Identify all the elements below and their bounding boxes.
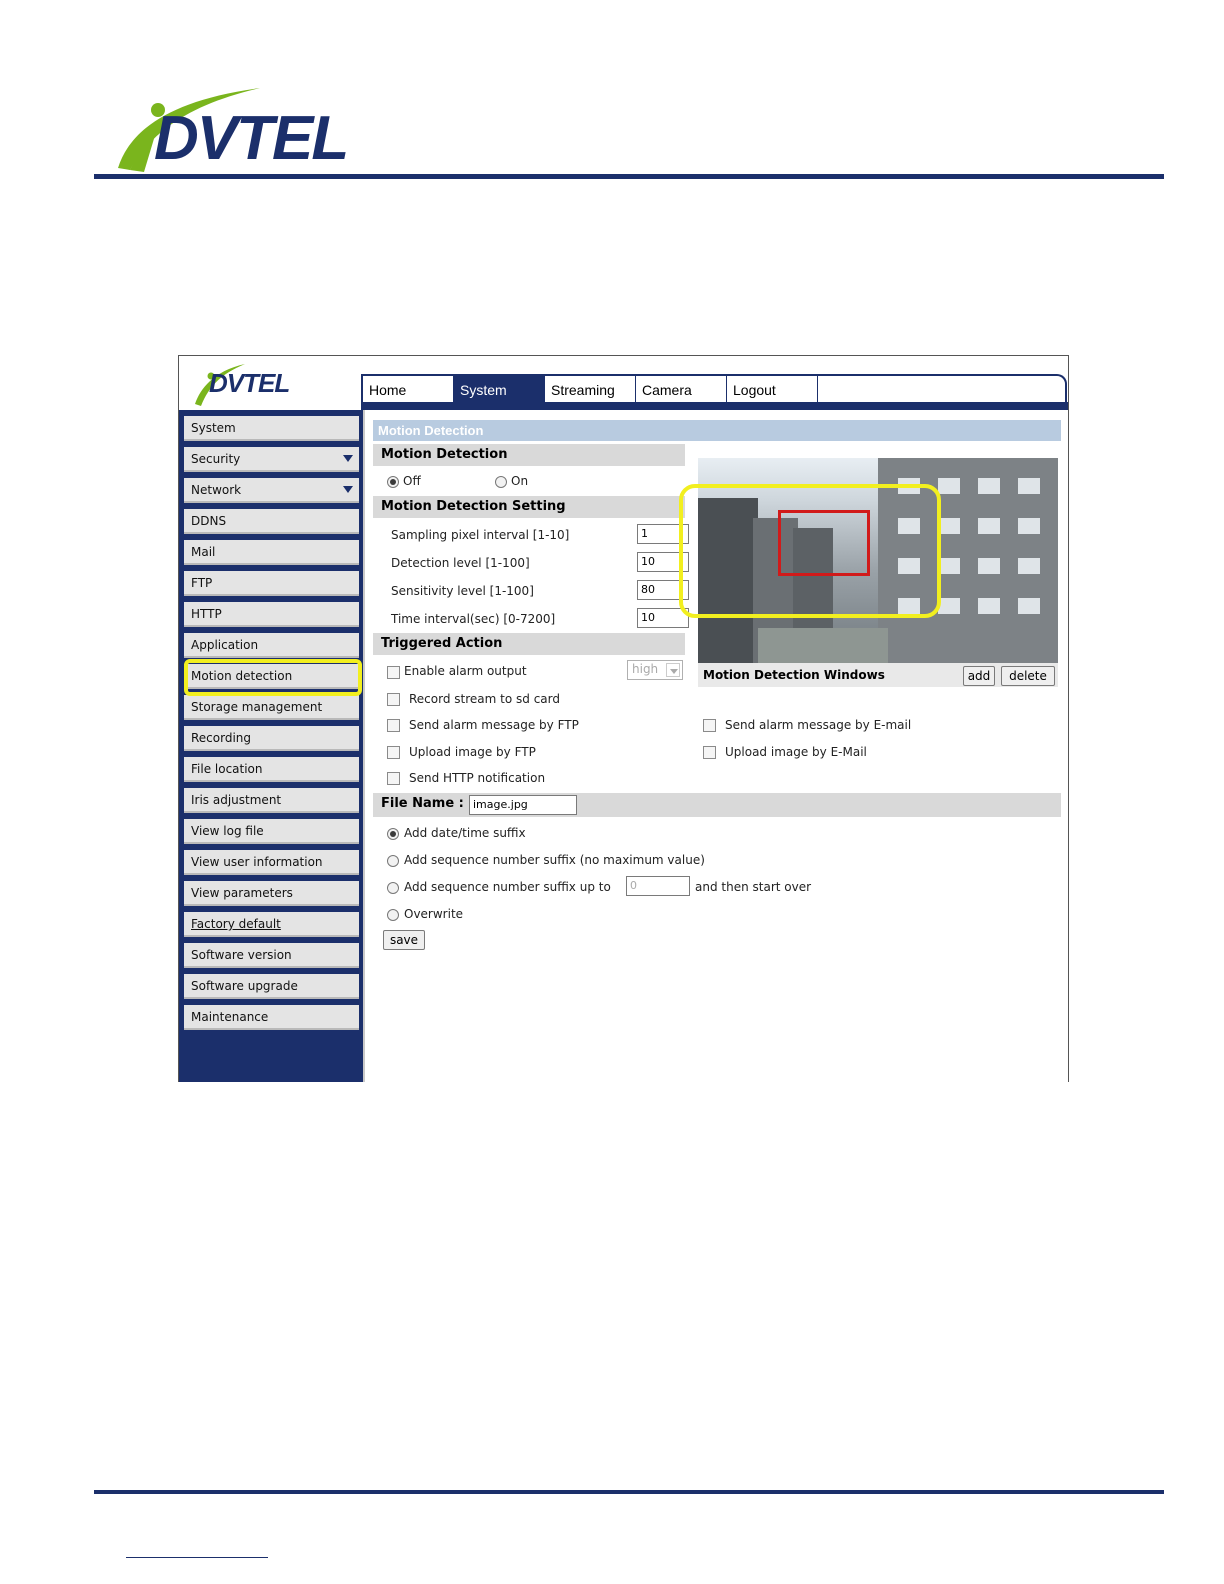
- sidebar-item-label: View user information: [191, 855, 323, 869]
- sidebar-item-label: Recording: [191, 731, 252, 745]
- window: [938, 518, 960, 534]
- window: [938, 598, 960, 614]
- sidebar-item-maintenance[interactable]: [184, 1005, 359, 1030]
- radio-overwrite[interactable]: [387, 909, 399, 921]
- highlight-callout: [184, 659, 362, 696]
- send-http-checkbox[interactable]: [387, 772, 400, 785]
- section-motion-detection-setting: Motion Detection Setting: [373, 496, 685, 518]
- sidebar-item-label: Maintenance: [191, 1010, 269, 1024]
- sequence-max-input[interactable]: 0: [626, 876, 690, 896]
- footer-rule: [94, 1490, 1164, 1494]
- sidebar-item-label: DDNS: [191, 514, 227, 528]
- sidebar-item-label: System: [191, 421, 236, 435]
- radio-sequence-upto[interactable]: [387, 882, 399, 894]
- tab-logout[interactable]: Logout: [727, 376, 818, 406]
- dropdown-arrow-icon: [343, 486, 353, 493]
- sidebar-item-application[interactable]: [184, 633, 359, 658]
- tab-system[interactable]: System: [454, 376, 545, 406]
- send-http-label: Send HTTP notification: [409, 771, 546, 785]
- document-logo-text: DVTEL: [154, 104, 348, 173]
- app-logo: [183, 358, 361, 408]
- tab-streaming[interactable]: Streaming: [545, 376, 636, 406]
- upload-ftp-label: Upload image by FTP: [409, 745, 536, 759]
- sidebar-item-system[interactable]: [184, 416, 359, 441]
- sidebar-item-ftp[interactable]: [184, 571, 359, 596]
- send-ftp-label: Send alarm message by FTP: [409, 718, 579, 732]
- radio-sequence-suffix[interactable]: [387, 855, 399, 867]
- sidebar-item-view-log-file[interactable]: [184, 819, 359, 844]
- sequence-suffix-label: Add sequence number suffix (no maximum value): [404, 853, 705, 867]
- sidebar-item-label: Motion detection: [191, 669, 293, 683]
- dropdown-arrow-icon: [343, 455, 353, 462]
- radio-off-label: Off: [403, 474, 421, 488]
- send-email-label: Send alarm message by E-mail: [725, 718, 912, 732]
- sidebar-item-factory-default[interactable]: [184, 912, 359, 937]
- sidebar-item-label: HTTP: [191, 607, 222, 621]
- alarm-level-value: high: [632, 662, 659, 676]
- window: [938, 558, 960, 574]
- file-name-label: File Name :: [381, 796, 464, 811]
- app-logo-text: DVTEL: [209, 368, 290, 398]
- sidebar-item-label: View parameters: [191, 886, 293, 900]
- send-ftp-checkbox[interactable]: [387, 719, 400, 732]
- save-button[interactable]: save: [383, 930, 425, 950]
- sidebar-item-file-location[interactable]: [184, 757, 359, 782]
- time-interval-input[interactable]: 10: [637, 608, 689, 628]
- sidebar-item-view-user-information[interactable]: [184, 850, 359, 875]
- section-triggered-action: Triggered Action: [373, 633, 685, 655]
- radio-off[interactable]: [387, 476, 399, 488]
- main-content: [363, 410, 1068, 1082]
- sampling-interval-input[interactable]: 1: [637, 524, 689, 544]
- sidebar-item-label: Software upgrade: [191, 979, 298, 993]
- upload-ftp-checkbox[interactable]: [387, 746, 400, 759]
- sidebar-item-label: Factory default: [191, 917, 281, 931]
- sidebar-item-mail[interactable]: [184, 540, 359, 565]
- record-stream-checkbox[interactable]: [387, 693, 400, 706]
- delete-window-button[interactable]: delete: [1001, 666, 1055, 686]
- send-email-checkbox[interactable]: [703, 719, 716, 732]
- alarm-level-select[interactable]: [627, 660, 683, 680]
- sidebar-item-security[interactable]: [184, 447, 359, 472]
- window: [1018, 478, 1040, 494]
- page-title: Motion Detection: [373, 420, 1061, 441]
- sensitivity-level-label: Sensitivity level [1-100]: [391, 584, 534, 598]
- sidebar-item-storage-management[interactable]: [184, 695, 359, 720]
- radio-on-label: On: [511, 474, 529, 488]
- upload-email-checkbox[interactable]: [703, 746, 716, 759]
- sidebar: [179, 410, 363, 1082]
- sidebar-item-network[interactable]: [184, 478, 359, 503]
- window: [978, 478, 1000, 494]
- street: [758, 628, 888, 663]
- sequence-upto-label: Add sequence number suffix up to: [404, 880, 611, 894]
- radio-datetime-suffix[interactable]: [387, 828, 399, 840]
- window: [1018, 518, 1040, 534]
- detection-level-input[interactable]: 10: [637, 552, 689, 572]
- sidebar-item-label: Mail: [191, 545, 216, 559]
- sidebar-item-http[interactable]: [184, 602, 359, 627]
- upload-email-label: Upload image by E-Mail: [725, 745, 867, 759]
- footer-link-underline: [126, 1557, 268, 1558]
- sidebar-item-label: Storage management: [191, 700, 323, 714]
- add-window-button[interactable]: add: [963, 666, 995, 686]
- time-interval-label: Time interval(sec) [0-7200]: [391, 612, 556, 626]
- sidebar-item-ddns[interactable]: [184, 509, 359, 534]
- radio-on[interactable]: [495, 476, 507, 488]
- overwrite-label: Overwrite: [404, 907, 464, 921]
- sidebar-item-label: View log file: [191, 824, 264, 838]
- window: [1018, 558, 1040, 574]
- enable-alarm-output-checkbox[interactable]: [387, 666, 400, 679]
- sidebar-item-software-upgrade[interactable]: [184, 974, 359, 999]
- window: [938, 478, 960, 494]
- sidebar-item-label: Application: [191, 638, 259, 652]
- sidebar-item-view-parameters[interactable]: [184, 881, 359, 906]
- window: [1018, 598, 1040, 614]
- enable-alarm-output-label: Enable alarm output: [404, 664, 527, 678]
- sensitivity-level-input[interactable]: 80: [637, 580, 689, 600]
- section-motion-detection: Motion Detection: [373, 444, 685, 466]
- sidebar-item-iris-adjustment[interactable]: [184, 788, 359, 813]
- sidebar-item-label: Iris adjustment: [191, 793, 282, 807]
- tab-camera[interactable]: Camera: [636, 376, 727, 406]
- record-stream-label: Record stream to sd card: [409, 692, 560, 706]
- nav-underbar: [361, 402, 1068, 410]
- sidebar-item-label: Network: [191, 483, 242, 497]
- datetime-suffix-label: Add date/time suffix: [404, 826, 526, 840]
- tab-home[interactable]: Home: [363, 376, 454, 406]
- camera-web-ui: [178, 355, 1069, 1082]
- sidebar-item-label: Software version: [191, 948, 292, 962]
- sidebar-item-software-version[interactable]: [184, 943, 359, 968]
- file-name-input[interactable]: image.jpg: [469, 795, 577, 815]
- window: [978, 598, 1000, 614]
- window: [978, 558, 1000, 574]
- header-rule: [94, 174, 1164, 179]
- top-bar: [179, 356, 1068, 410]
- document-logo: [110, 80, 350, 175]
- detection-level-label: Detection level [1-100]: [391, 556, 530, 570]
- sidebar-item-label: Security: [191, 452, 241, 466]
- sidebar-item-recording[interactable]: [184, 726, 359, 751]
- motion-detection-windows-label: Motion Detection Windows: [703, 668, 885, 682]
- sequence-upto-tail: and then start over: [695, 880, 812, 894]
- window: [978, 518, 1000, 534]
- highlight-callout: [679, 484, 941, 618]
- chevron-down-icon: [666, 663, 680, 677]
- sidebar-item-label: File location: [191, 762, 263, 776]
- sampling-interval-label: Sampling pixel interval [1-10]: [391, 528, 570, 542]
- sidebar-item-label: FTP: [191, 576, 213, 590]
